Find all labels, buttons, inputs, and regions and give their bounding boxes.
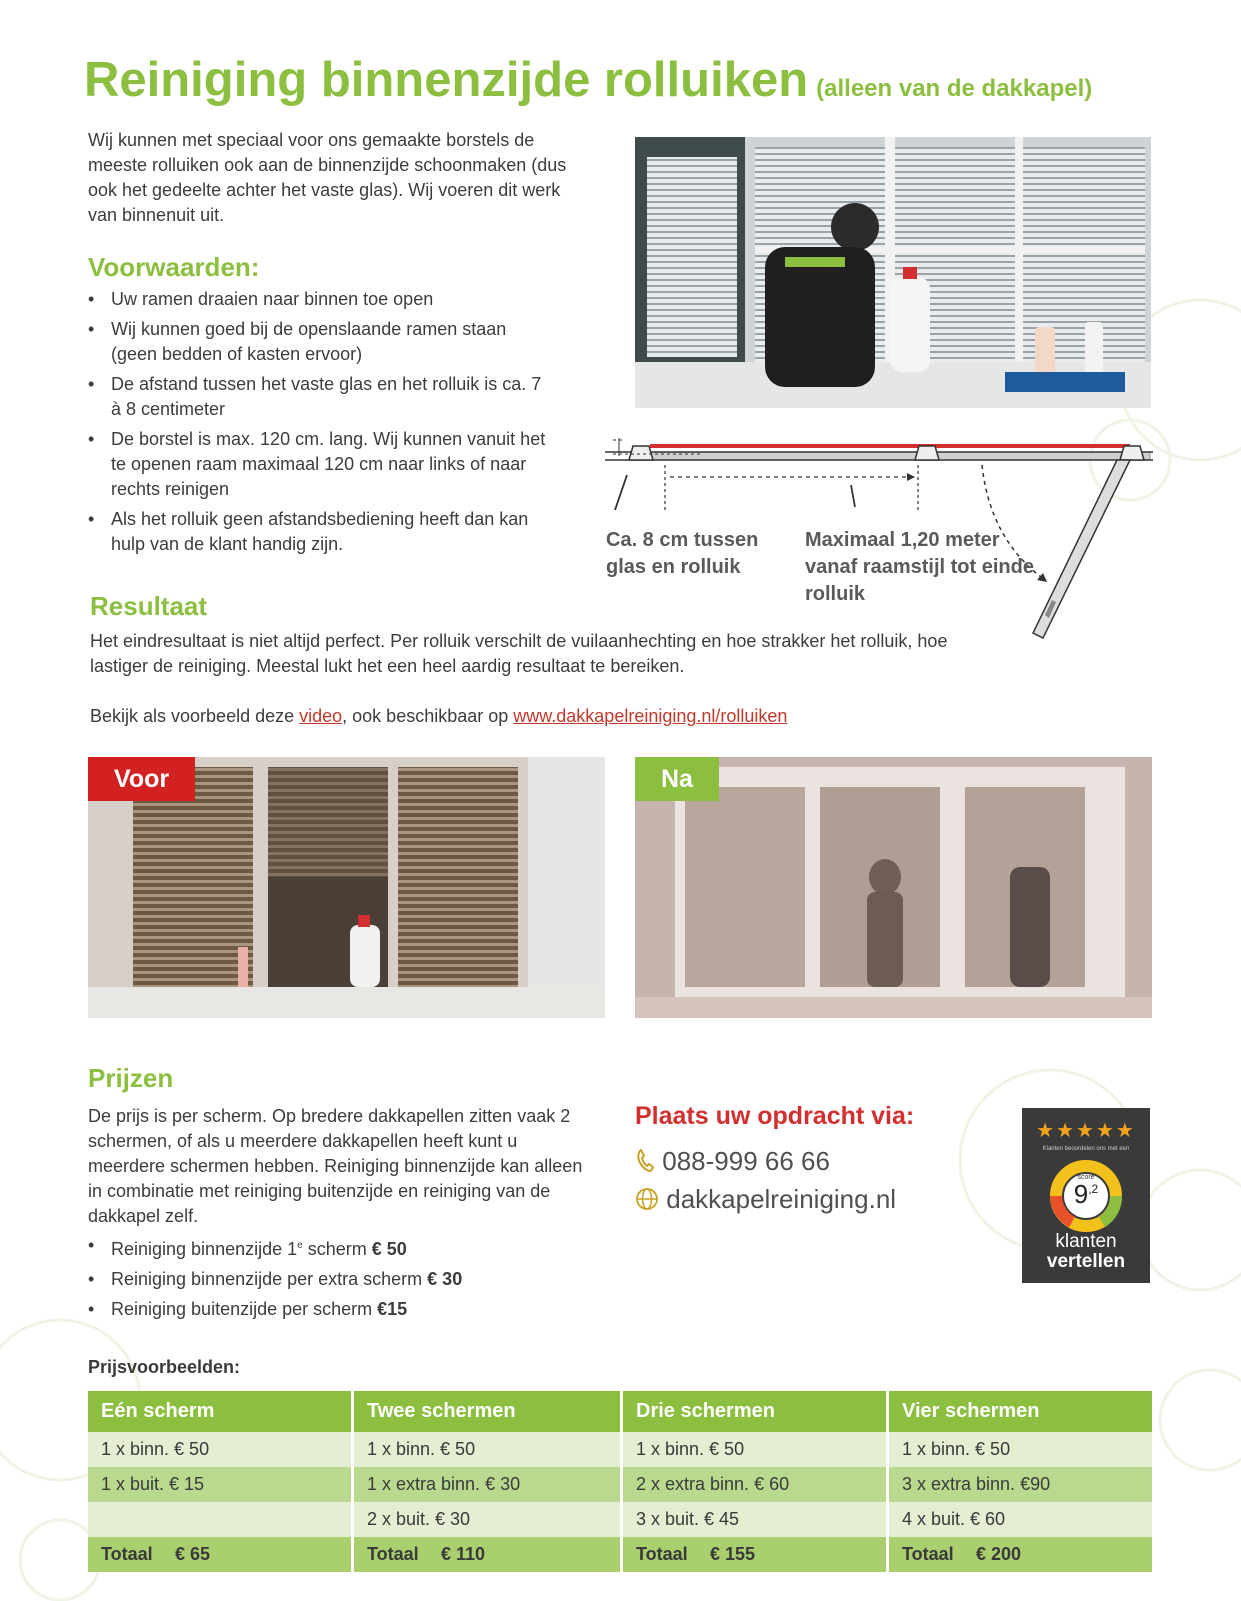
- badge-brand-line2: vertellen: [1046, 1251, 1126, 1272]
- table-header-row: [88, 1391, 1152, 1432]
- table-cell: 1 x binn. € 50: [88, 1432, 353, 1467]
- table-cell: 1 x binn. € 50: [353, 1432, 622, 1467]
- conditions-heading: Voorwaarden:: [88, 252, 260, 282]
- table-row: [88, 1467, 1152, 1502]
- after-photo: [635, 757, 1152, 1018]
- page-title: [84, 52, 1092, 108]
- worker-photo: [635, 137, 1151, 408]
- result-heading: Resultaat: [90, 591, 208, 621]
- diagram-label-reach: Maximaal 1,20 meter vanaf raamstijl tot einde rolluik: [805, 529, 1034, 605]
- video-link[interactable]: video: [299, 706, 343, 726]
- score-value: $9^{,2}$: [1073, 1179, 1099, 1209]
- total-cell: Totaal € 155: [622, 1537, 888, 1572]
- column-header: Twee schermen: [353, 1391, 622, 1432]
- klanten-vertellen-badge[interactable]: [1022, 1108, 1150, 1283]
- price-value: €15: [377, 1299, 408, 1319]
- contact-heading: Plaats uw opdracht via:: [635, 1102, 915, 1130]
- conditions-list: [88, 287, 548, 562]
- example-prefix: Bekijk als voorbeeld deze: [90, 706, 300, 726]
- prices-heading: Prijzen: [88, 1063, 174, 1093]
- column-header: Vier schermen: [888, 1391, 1153, 1432]
- page-title-sub: (alleen van de dakkapel): [816, 75, 1093, 102]
- before-photo: [88, 757, 605, 1018]
- table-cell: [88, 1502, 353, 1537]
- contact-phone[interactable]: 088-999 66 66: [635, 1146, 830, 1177]
- window-frame-middle: [915, 446, 939, 460]
- worker-photo-illustration: [635, 137, 1151, 408]
- badge-caption: Klanten beoordelen ons met een: [1042, 1146, 1130, 1152]
- intro-text: Wij kunnen met speciaal voor ons gemaakte borstels de meeste rolluiken ook aan de binnenzijde schoonmaken (dus ook het gedeelte achter het vaste glas). Wij voeren dit werk van binnenuit uit.: [88, 130, 567, 225]
- table-row: [88, 1432, 1152, 1467]
- glass-pane: [645, 452, 1150, 460]
- table-cell: 1 x binn. € 50: [888, 1432, 1153, 1467]
- globe-icon: [635, 1187, 659, 1211]
- prices-list: [88, 1233, 608, 1327]
- phone-icon: [635, 1147, 655, 1173]
- rolluiken-url-link[interactable]: www.dakkapelreiniging.nl/rolluiken: [513, 706, 788, 726]
- table-cell: 3 x extra binn. €90: [888, 1467, 1153, 1502]
- table-cell: 1 x binn. € 50: [622, 1432, 888, 1467]
- diagram-label-gap: Ca. 8 cm tussen glas en rolluik: [606, 529, 759, 578]
- price-item: • Reiniging binnenzijde 1e scherm € 50: [88, 1233, 608, 1262]
- prices-text: De prijs is per scherm. Op bredere dakkapellen zitten vaak 2 schermen, of als u meerdere dakkapellen heeft kunt u meerdere schermen hebben. Reiniging binnenzijde kan alleen in combinatie met reiniging buitenzijde en reiniging van de dakkapel zelf.: [88, 1106, 583, 1226]
- table-cell: 2 x buit. € 30: [353, 1502, 622, 1537]
- example-middle: , ook beschikbaar op: [342, 706, 514, 726]
- table-row: [88, 1502, 1152, 1537]
- condition-item: • Als het rolluik geen afstandsbediening heeft dan kan hulp van de klant handig zijn.: [88, 507, 548, 557]
- contact-website[interactable]: dakkapelreiniging.nl: [635, 1184, 896, 1215]
- table-cell: 1 x buit. € 15: [88, 1467, 353, 1502]
- condition-item: • Wij kunnen goed bij de openslaande ramen staan (geen bedden of kasten ervoor): [88, 317, 548, 367]
- examples-heading: Prijsvoorbeelden:: [88, 1357, 241, 1377]
- page-title-main: Reiniging binnenzijde rolluiken: [84, 53, 809, 107]
- before-label: Voor: [88, 757, 195, 801]
- table-cell: 2 x extra binn. € 60: [622, 1467, 888, 1502]
- price-item: • Reiniging buitenzijde per scherm €15: [88, 1297, 608, 1322]
- after-label: Na: [635, 757, 719, 801]
- total-cell: Totaal € 65: [88, 1537, 353, 1572]
- window-frame-right: [1120, 446, 1144, 460]
- price-item: • Reiniging binnenzijde per extra scherm € 30: [88, 1267, 608, 1292]
- condition-item: • De afstand tussen het vaste glas en het rolluik is ca. 7 à 8 centimeter: [88, 372, 548, 422]
- condition-item: • Uw ramen draaien naar binnen toe open: [88, 287, 548, 312]
- result-text: Het eindresultaat is niet altijd perfect. Per rolluik verschilt de vuilaanhechting en hoe strakker het rolluik, hoe lastiger de reiniging. Meestal lukt het een heel aardig resultaat te bereiken.: [90, 631, 948, 676]
- price-examples-table: [88, 1391, 1152, 1572]
- table-total-row: [88, 1537, 1152, 1572]
- table-cell: 4 x buit. € 60: [888, 1502, 1153, 1537]
- price-value: € 50: [371, 1239, 407, 1259]
- badge-brand-line1: klanten: [1055, 1231, 1117, 1252]
- rating-stars: ★★★★★: [1036, 1120, 1136, 1142]
- total-cell: Totaal € 110: [353, 1537, 622, 1572]
- table-cell: 1 x extra binn. € 30: [353, 1467, 622, 1502]
- table-cell: 3 x buit. € 45: [622, 1502, 888, 1537]
- price-value: € 30: [427, 1269, 463, 1289]
- column-header: Drie schermen: [622, 1391, 888, 1432]
- result-example-line: [90, 704, 990, 729]
- window-frame-left: [629, 446, 653, 460]
- condition-item: • De borstel is max. 120 cm. lang. Wij kunnen vanuit het te openen raam maximaal 120 cm naar links of naar rechts reinigen: [88, 427, 548, 502]
- column-header: Eén scherm: [88, 1391, 353, 1432]
- total-cell: Totaal € 200: [888, 1537, 1153, 1572]
- score-label: score: [1077, 1174, 1095, 1181]
